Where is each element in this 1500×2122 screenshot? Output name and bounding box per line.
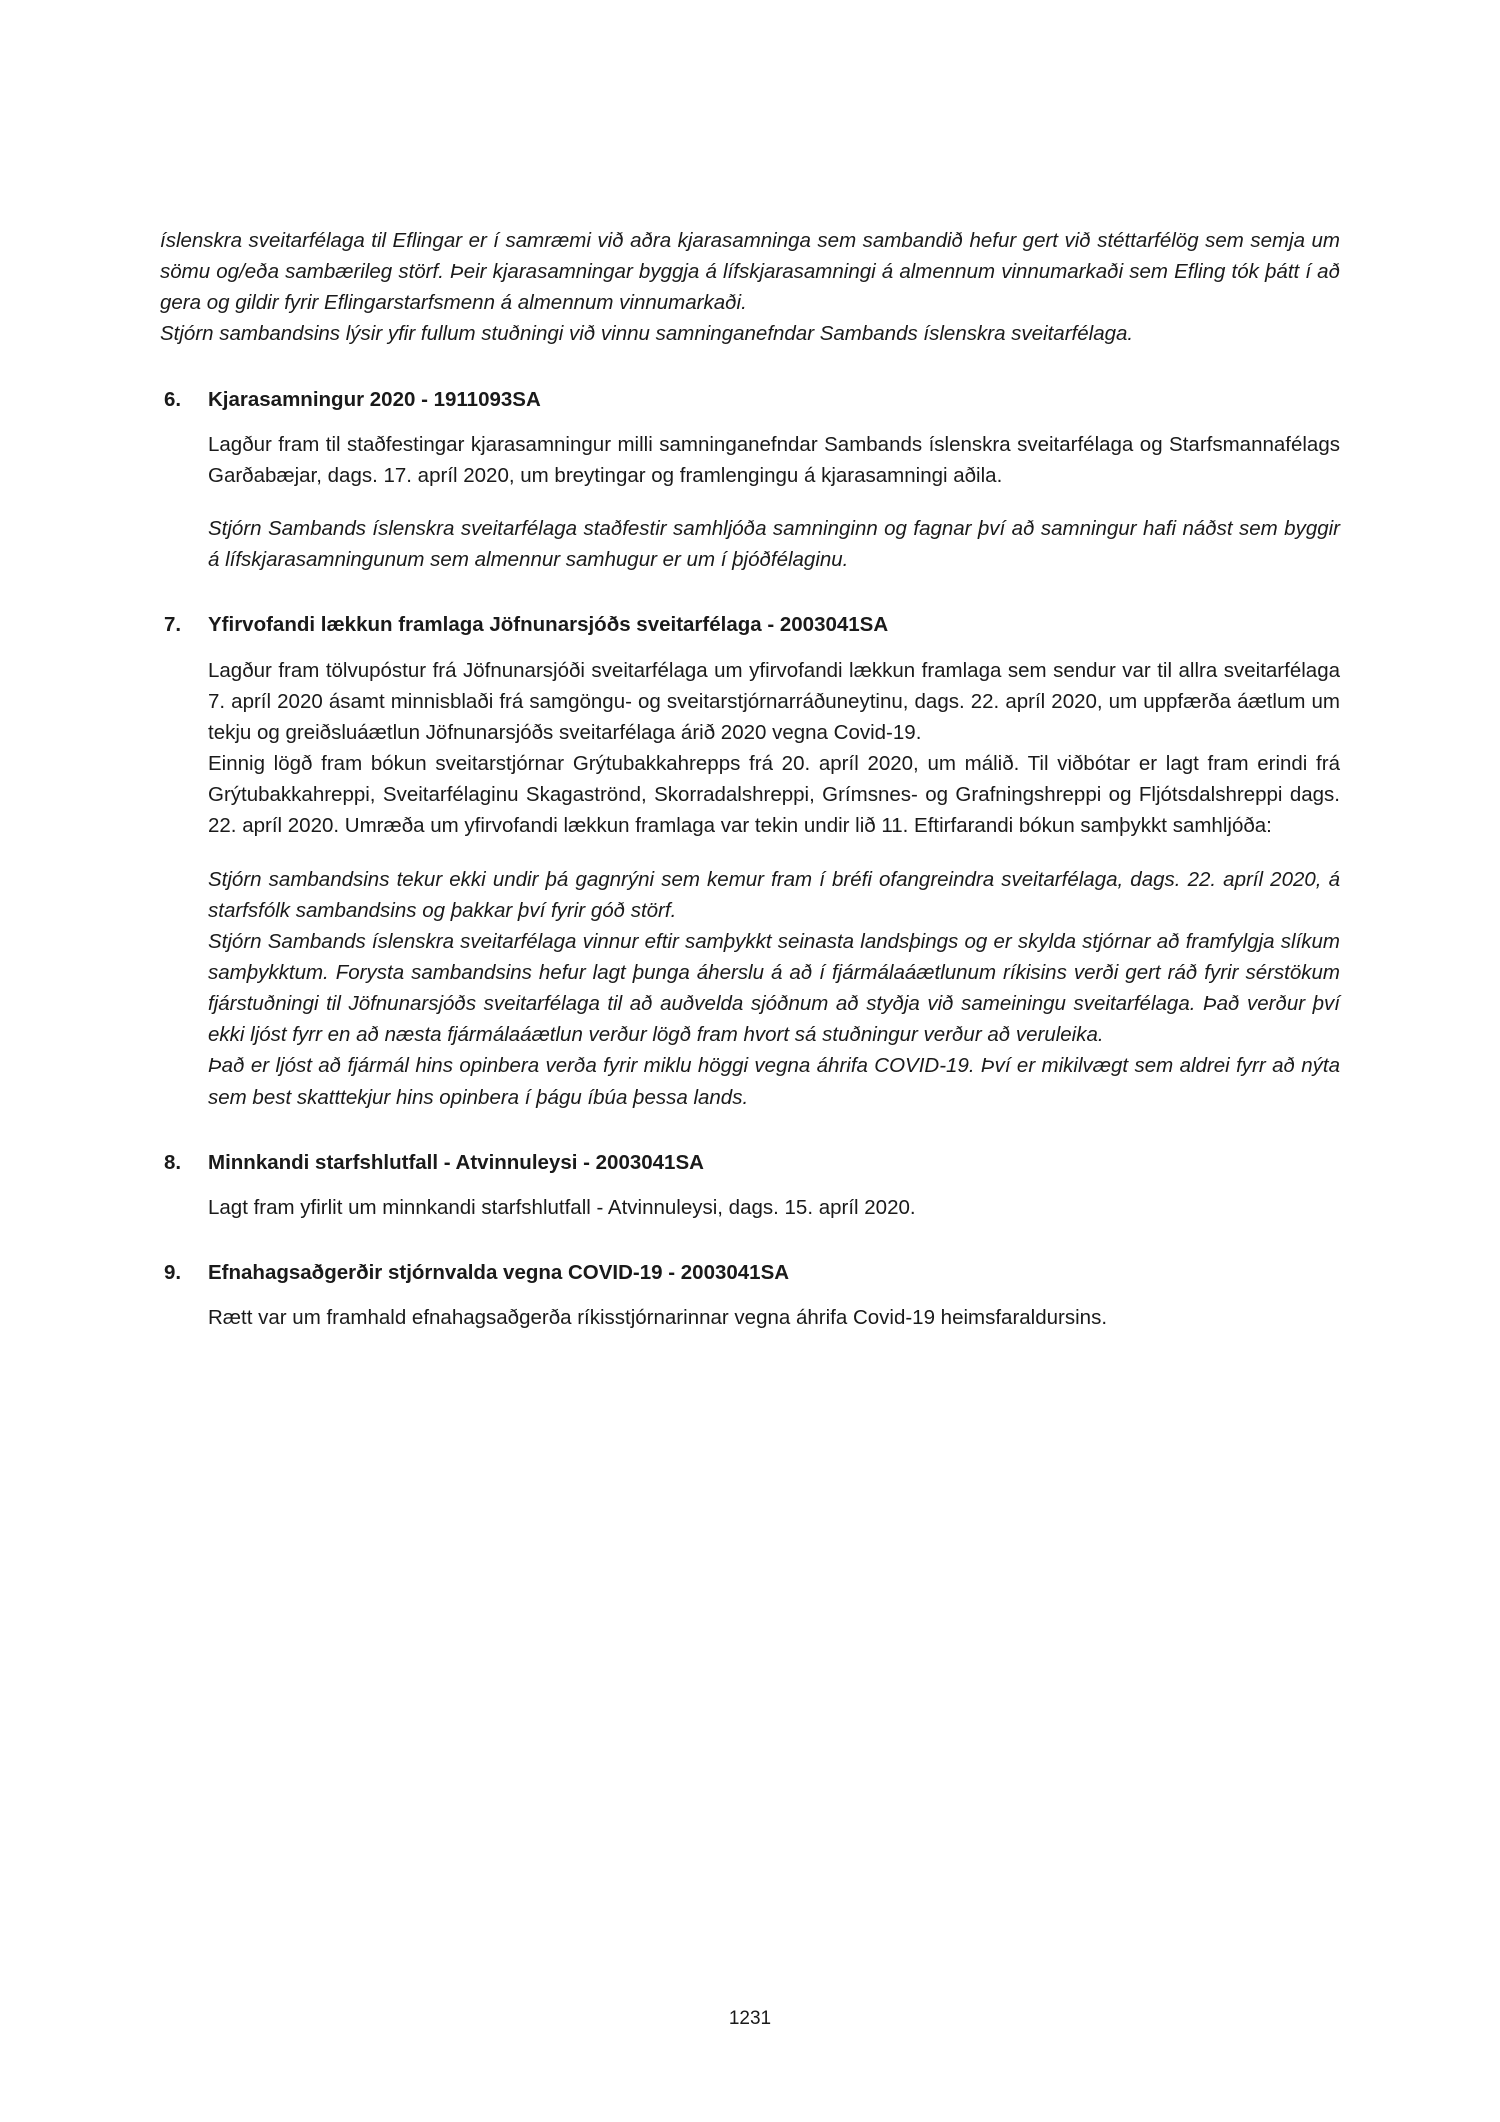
item-title: Minnkandi starfshlutfall - Atvinnuleysi - 2003041SA xyxy=(208,1150,704,1174)
item-number: 7. xyxy=(164,613,182,637)
agenda-item-7 xyxy=(160,609,1340,1112)
agenda-item-9 xyxy=(160,1257,1340,1333)
item-paragraph: Það er ljóst að fjármál hins opinbera verða fyrir miklu höggi vegna áhrifa COVID-19. Því er mikilvægt sem aldrei fyrr að nýta sem best skatttekjur hins opinbera í þágu íbúa þessa lands. xyxy=(208,1054,1340,1109)
item-body xyxy=(208,1147,1340,1223)
item-body xyxy=(208,384,1340,576)
item-title: Efnahagsaðgerðir stjórnvalda vegna COVID-19 - 2003041SA xyxy=(208,1261,790,1285)
intro-paragraph-2: Stjórn sambandsins lýsir yfir fullum stuðningi við vinnu samninganefndar Sambands íslenskra sveitarfélaga. xyxy=(160,322,1134,346)
item-title: Kjarasamningur 2020 - 1911093SA xyxy=(208,387,541,411)
item-paragraph: Rætt var um framhald efnahagsaðgerða ríkisstjórnarinnar vegna áhrifa Covid-19 heimsfaraldursins. xyxy=(208,1306,1108,1330)
item-title: Yfirvofandi lækkun framlaga Jöfnunarsjóðs sveitarfélaga - 2003041SA xyxy=(208,613,889,637)
item-paragraphs xyxy=(208,429,1340,576)
item-paragraph: Lagður fram tölvupóstur frá Jöfnunarsjóði sveitarfélaga um yfirvofandi lækkun framlaga sem sendur var til allra sveitarfélaga 7. apríl 2020 ásamt minnisblaði frá samgöngu- og sveitarstjórnarráðuneytinu, dags. 22. apríl 2020, um uppfærða áætlum um tekju og greiðsluáætlun Jöfnunarsjóðs sveitarfélaga árið 2020 vegna Covid-19. xyxy=(208,658,1340,744)
item-paragraphs xyxy=(208,655,1340,1113)
item-paragraph: Lagt fram yfirlit um minnkandi starfshlutfall - Atvinnuleysi, dags. 15. apríl 2020. xyxy=(208,1195,916,1219)
item-body xyxy=(208,609,1340,1112)
agenda-item-6 xyxy=(160,384,1340,576)
item-body xyxy=(208,1257,1340,1333)
item-number: 9. xyxy=(164,1261,182,1285)
item-paragraph: Stjórn sambandsins tekur ekki undir þá gagnrýni sem kemur fram í bréfi ofangreindra sveitarfélaga, dags. 22. apríl 2020, á starfsfólk sambandsins og þakkar því fyrir góð störf. xyxy=(208,867,1340,922)
item-number: 8. xyxy=(164,1150,182,1174)
intro-paragraph-1: íslenskra sveitarfélaga til Eflingar er í samræmi við aðra kjarasamninga sem sambandið hefur gert við stéttarfélög sem semja um sömu og/eða sambærileg störf. Þeir kjarasamningar byggja á lífskjarasamningi á almennum vinnumarkaði sem Efling tók þátt í að gera og gildir fyrir Eflingarstarfsmenn á almennum vinnumarkaði. xyxy=(160,229,1340,315)
item-paragraphs xyxy=(208,1192,1340,1223)
agenda-item-8 xyxy=(160,1147,1340,1223)
item-paragraph: Einnig lögð fram bókun sveitarstjórnar Grýtubakkahrepps frá 20. apríl 2020, um málið. Til viðbótar er lagt fram erindi frá Grýtubakkahreppi, Sveitarfélaginu Skagaströnd, Skorradalshreppi, Grímsnes- og Grafningshreppi og Fljótsdalshreppi dags. 22. apríl 2020. Umræða um yfirvofandi lækkun framlaga var tekin undir lið 11. Eftirfarandi bókun samþykkt samhljóða: xyxy=(208,752,1340,838)
page-number: 1231 xyxy=(728,2008,772,2029)
item-number: 6. xyxy=(164,387,182,411)
item-paragraph: Lagður fram til staðfestingar kjarasamningur milli samninganefndar Sambands íslenskra sveitarfélaga og Starfsmannafélags Garðabæjar, dags. 17. apríl 2020, um breytingar og framlengingu á kjarasamningi aðila. xyxy=(208,432,1340,487)
intro-block xyxy=(160,225,1340,350)
item-paragraph: Stjórn Sambands íslenskra sveitarfélaga staðfestir samhljóða samninginn og fagnar því að samningur hafi náðst sem byggir á lífskjarasamningunum sem almennur samhugur er um í þjóðfélaginu. xyxy=(208,517,1340,572)
item-paragraphs xyxy=(208,1302,1340,1333)
document-content xyxy=(160,225,1340,1333)
item-paragraph: Stjórn Sambands íslenskra sveitarfélaga vinnur eftir samþykkt seinasta landsþings og er skylda stjórnar að framfylgja slíkum samþykktum. Forysta sambandsins hefur lagt þunga áherslu á að í fjármálaáætlunum ríkisins verði gert ráð fyrir sérstökum fjárstuðningi til Jöfnunarsjóðs sveitarfélaga til að auðvelda sjóðnum að styðja við sameiningu sveitarfélaga. Það verður því ekki ljóst fyrr en að næsta fjármálaáætlun verður lögð fram hvort sá stuðningur verður að veruleika. xyxy=(208,929,1340,1047)
